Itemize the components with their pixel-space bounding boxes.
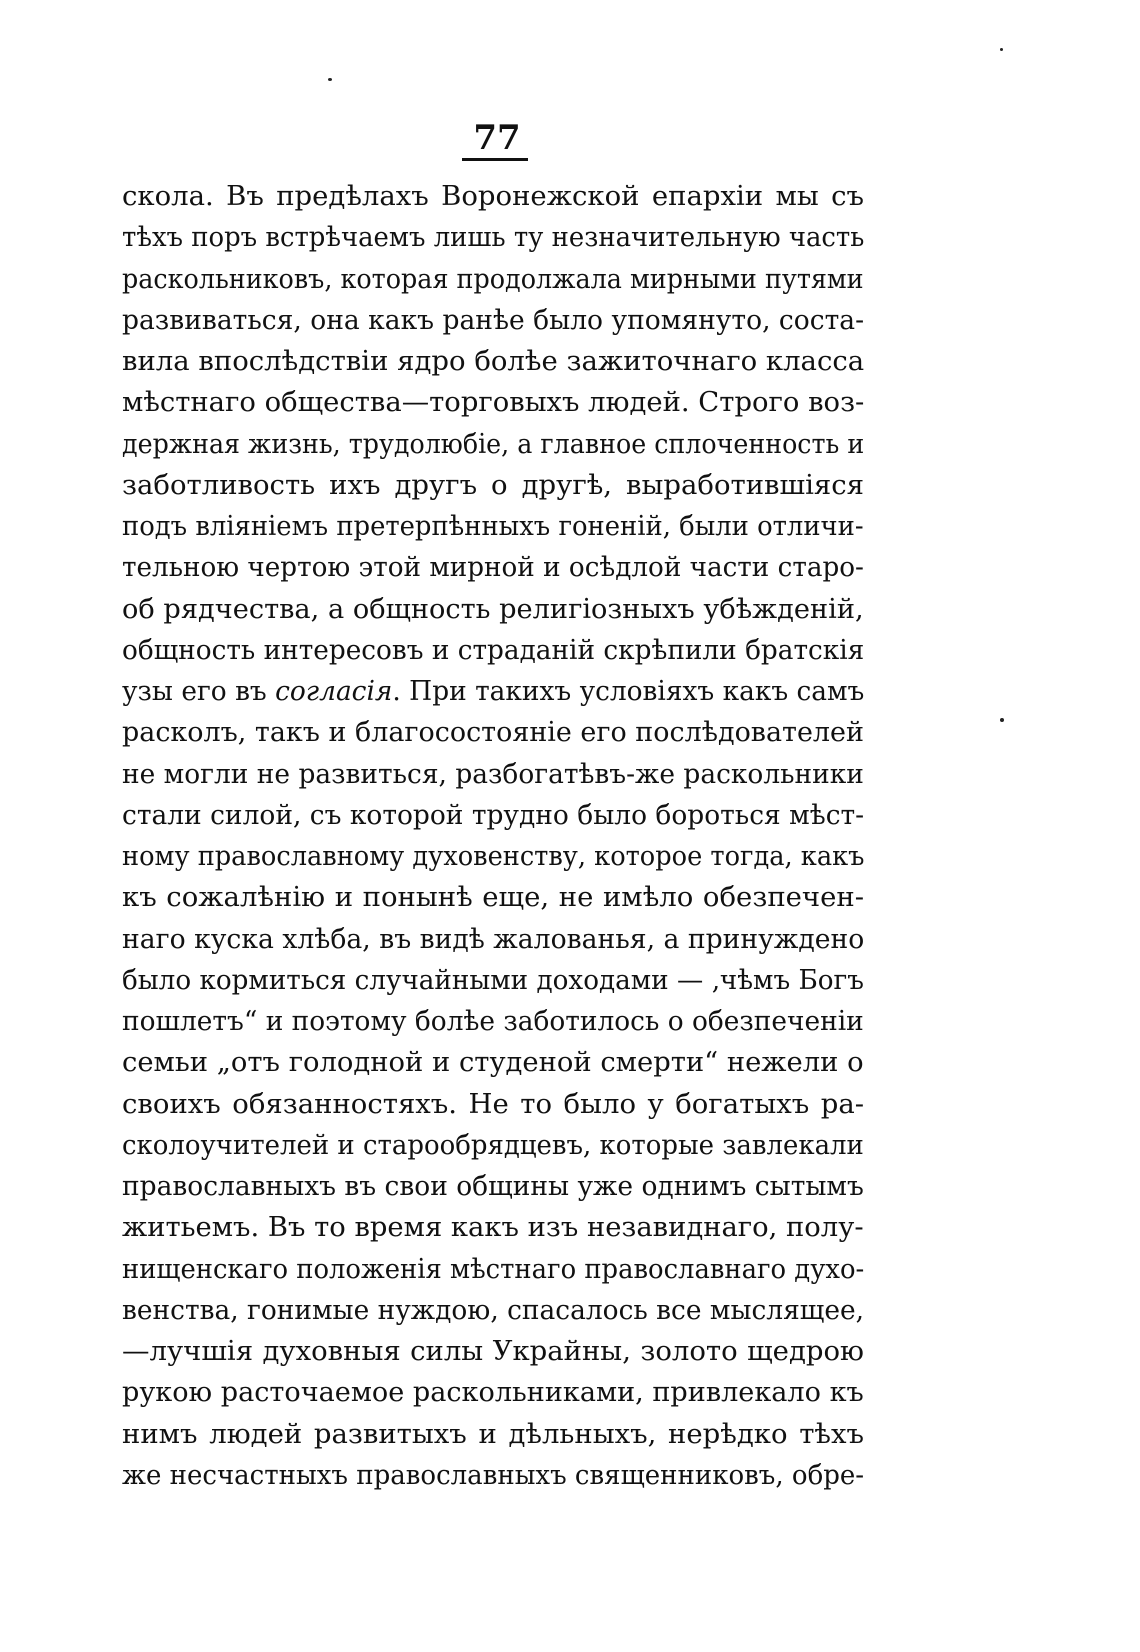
text-line: тѣхъ поръ встрѣчаемъ лишь ту незначительную часть <box>122 221 865 254</box>
text-line: развиваться, она какъ ранѣе было упомянуто, соста- <box>122 303 865 336</box>
text-line: подъ вліяніемъ претерпѣнныхъ гоненій, были отличи- <box>122 510 864 542</box>
text-line: житьемъ. Въ то время какъ изъ незавиднаго, полу- <box>122 1211 864 1244</box>
italic-word: согласія <box>275 675 393 707</box>
text-line: же несчастныхъ православныхъ священниковъ, обре- <box>122 1458 865 1491</box>
text-line: своихъ обязанностяхъ. Не то было у богатыхъ ра- <box>122 1087 864 1120</box>
text-line: не могли не развиться, разбогатѣвъ-же раскольники <box>122 757 864 790</box>
text-line: стали силой, съ которой трудно было бороться мѣст- <box>122 798 865 831</box>
text-line <box>122 671 864 712</box>
text-segment: узы его въ <box>122 675 276 707</box>
text-line: общность интересовъ и страданій скрѣпили братскія <box>122 633 865 666</box>
text-line: къ сожалѣнію и понынѣ еще, не имѣло обезпечен- <box>122 881 864 914</box>
text-line: скола. Въ предѣлахъ Воронежской епархіи мы съ <box>122 180 864 212</box>
text-line: тельною чертою этой мирной и осѣдлой части старо- <box>122 551 864 584</box>
text-line: венства, гонимые нуждою, спасалось все мыслящее, <box>122 1293 865 1326</box>
page-number-underline <box>462 158 528 161</box>
text-segment: . При такихъ условіяхъ какъ самъ <box>392 675 865 707</box>
text-line: сколоучителей и старообрядцевъ, которые завлекали <box>122 1128 864 1161</box>
text-line: вила впослѣдствіи ядро болѣе зажиточнаго класса <box>122 345 865 377</box>
text-line: было кормиться случайными доходами — ‚чѣмъ Богъ <box>122 963 864 996</box>
text-line: нимъ людей развитыхъ и дѣльныхъ, нерѣдко тѣхъ <box>122 1417 864 1450</box>
scan-speck <box>1000 718 1004 722</box>
text-line: расколъ, такъ и благосостояніе его послѣдователей <box>122 716 864 749</box>
text-line: об рядчества, а общность религіозныхъ убѣжденій, <box>122 592 864 625</box>
scan-speck <box>328 78 332 81</box>
text-line: —лучшія духовныя силы Украйны, золото щедрою <box>122 1335 864 1367</box>
text-line: семьи „отъ голодной и студеной смерти“ нежели о <box>122 1046 864 1079</box>
body-text <box>122 176 864 1496</box>
text-line: пошлетъ“ и поэтому болѣе заботилось о обезпеченіи <box>122 1005 864 1037</box>
text-line: рукою расточаемое раскольниками, привлекало къ <box>122 1376 864 1409</box>
page-number: 77 <box>473 118 521 158</box>
text-line: мѣстнаго общества—торговыхъ людей. Строго воз- <box>122 386 865 419</box>
text-line: раскольниковъ, которая продолжала мирными путями <box>122 262 864 295</box>
text-line: ному православному духовенству, которое тогда, какъ <box>122 840 865 872</box>
text-line: держная жизнь, трудолюбіе, а главное сплоченность и <box>122 427 865 460</box>
text-line: нищенскаго положенія мѣстнаго православнаго духо- <box>122 1252 865 1285</box>
text-line: заботливость ихъ другъ о другѣ, выработившіяся <box>122 468 864 501</box>
scan-speck <box>1000 48 1003 51</box>
text-line: наго куска хлѣба, въ видѣ жалованья, а принуждено <box>122 922 865 955</box>
text-line: православныхъ въ свои общины уже однимъ сытымъ <box>122 1170 864 1202</box>
